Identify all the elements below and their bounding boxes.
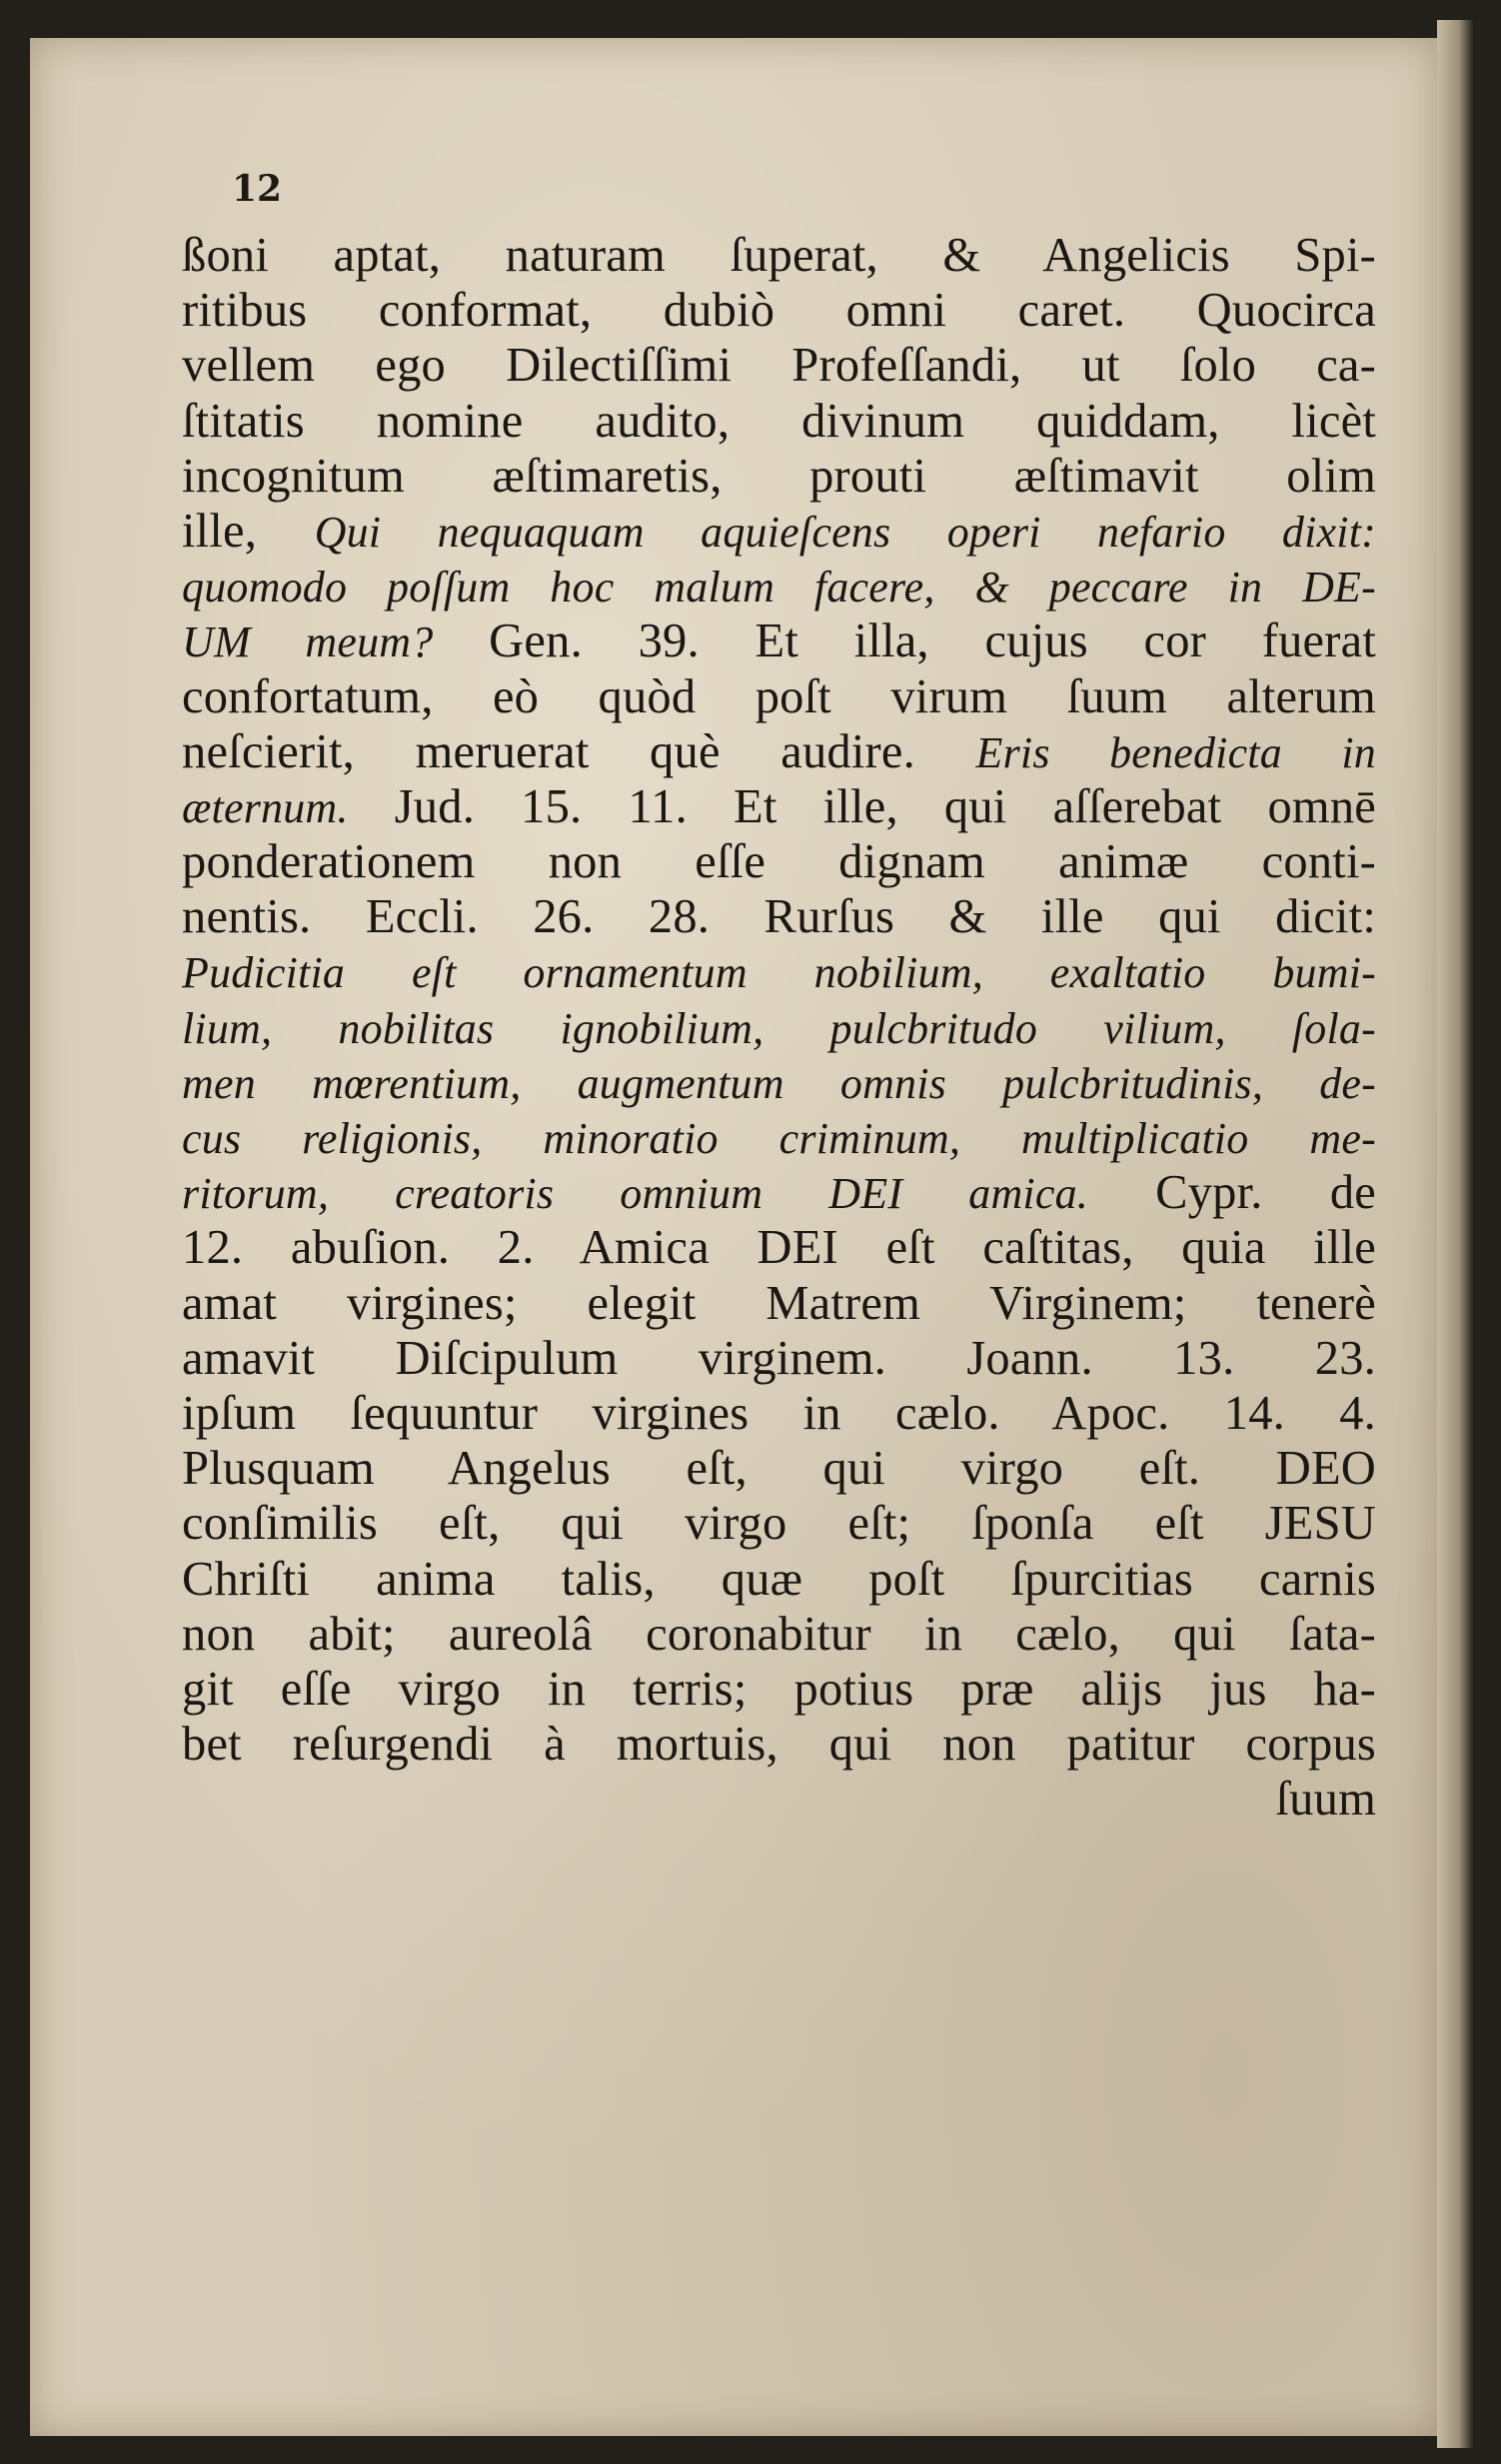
text-line bbox=[182, 1055, 1376, 1110]
text-line bbox=[182, 394, 1376, 449]
text-segment: ſtitatis nomine audito, divinum quiddam, licèt bbox=[182, 394, 1376, 448]
italic-text-segment: men mœrentium, augmentum omnis pulcbritudinis, de- bbox=[182, 1058, 1376, 1108]
text-segment: ßoni aptat, naturam ſuperat, & Angelicis Spi- bbox=[182, 229, 1376, 282]
text-line bbox=[182, 1662, 1376, 1717]
text-line bbox=[182, 889, 1376, 944]
italic-text-segment: lium, nobilitas ignobilium, pulcbritudo vilium, ſola- bbox=[182, 1003, 1376, 1053]
italic-text-segment: UM meum? bbox=[182, 617, 434, 667]
text-line bbox=[182, 944, 1376, 999]
text-line bbox=[182, 1386, 1376, 1441]
text-line bbox=[182, 1717, 1376, 1772]
text-segment: amat virgines; elegit Matrem Virginem; tenerè bbox=[182, 1276, 1376, 1330]
text-line bbox=[182, 1331, 1376, 1386]
text-line bbox=[182, 1607, 1376, 1662]
text-segment: confortatum, eò quòd poſt virum ſuum alterum bbox=[182, 669, 1376, 723]
text-line bbox=[182, 1772, 1376, 1827]
text-segment: Plusquam Angelus eſt, qui virgo eſt. DEO bbox=[182, 1442, 1376, 1496]
italic-text-segment: quomodo poſſum hoc malum facere, & peccare in DE- bbox=[182, 563, 1376, 613]
text-line bbox=[182, 1000, 1376, 1055]
text-segment: 12. abuſion. 2. Amica DEI eſt caſtitas, quia ille bbox=[182, 1221, 1376, 1275]
text-line bbox=[182, 724, 1376, 779]
text-line bbox=[182, 669, 1376, 724]
page-edge bbox=[1437, 20, 1473, 2448]
text-segment: ipſum ſequuntur virgines in cælo. Apoc. 14. 4. bbox=[182, 1386, 1376, 1440]
text-line bbox=[182, 779, 1376, 834]
text-segment: ponderationem non eſſe dignam animæ conti- bbox=[182, 835, 1376, 889]
page-number: 12 bbox=[232, 168, 283, 210]
text-line bbox=[182, 559, 1376, 614]
text-segment: Chriſti anima talis, quæ poſt ſpurcitias carnis bbox=[182, 1552, 1376, 1606]
text-segment: Gen. 39. Et illa, cujus cor fuerat bbox=[433, 615, 1376, 668]
text-segment: ritibus conformat, dubiò omni caret. Quocirca bbox=[182, 284, 1376, 338]
text-segment: vellem ego Dilectiſſimi Profeſſandi, ut ſolo ca- bbox=[182, 339, 1376, 393]
text-line bbox=[182, 834, 1376, 889]
text-line bbox=[182, 1276, 1376, 1331]
text-segment: ille, bbox=[182, 504, 315, 558]
text-line bbox=[182, 1165, 1376, 1220]
text-segment: git eſſe virgo in terris; potius præ alijs jus ha- bbox=[182, 1662, 1376, 1716]
text-segment: ſuum bbox=[1275, 1773, 1376, 1827]
text-line bbox=[182, 1496, 1376, 1551]
text-line bbox=[182, 614, 1376, 668]
text-segment: amavit Diſcipulum virginem. Joann. 13. 23. bbox=[182, 1331, 1376, 1385]
text-segment: nentis. Eccli. 26. 28. Rurſus & ille qui dicit: bbox=[182, 890, 1376, 944]
text-segment: Cypr. de bbox=[1087, 1166, 1376, 1220]
text-segment: neſcierit, meruerat què audire. bbox=[182, 724, 976, 778]
text-segment: bet reſurgendi à mortuis, qui non patitur corpus bbox=[182, 1718, 1376, 1772]
text-segment: non abit; aureolâ coronabitur in cælo, qui ſata- bbox=[182, 1607, 1376, 1661]
body-text bbox=[182, 228, 1376, 1827]
italic-text-segment: Qui nequaquam aquieſcens operi nefario dixit: bbox=[314, 507, 1376, 557]
text-segment: incognitum æſtimaretis, prouti æſtimavit olim bbox=[182, 449, 1376, 503]
text-segment: Jud. 15. 11. Et ille, qui aſſerebat omnē bbox=[348, 779, 1376, 833]
italic-text-segment: cus religionis, minoratio criminum, multiplicatio me- bbox=[182, 1114, 1376, 1163]
text-line bbox=[182, 228, 1376, 283]
italic-text-segment: ritorum, creatoris omnium DEI amica. bbox=[182, 1169, 1088, 1219]
italic-text-segment: æternum. bbox=[182, 782, 349, 832]
text-line bbox=[182, 449, 1376, 504]
text-line bbox=[182, 1220, 1376, 1275]
text-line bbox=[182, 1552, 1376, 1607]
text-line bbox=[182, 283, 1376, 338]
text-segment: conſimilis eſt, qui virgo eſt; ſponſa eſt JESU bbox=[182, 1497, 1376, 1551]
italic-text-segment: Eris benedicta in bbox=[975, 727, 1376, 777]
text-line bbox=[182, 1441, 1376, 1496]
italic-text-segment: Pudicitia eſt ornamentum nobilium, exaltatio bumi- bbox=[182, 948, 1376, 998]
text-line bbox=[182, 338, 1376, 393]
text-line bbox=[182, 504, 1376, 559]
text-line bbox=[182, 1110, 1376, 1165]
